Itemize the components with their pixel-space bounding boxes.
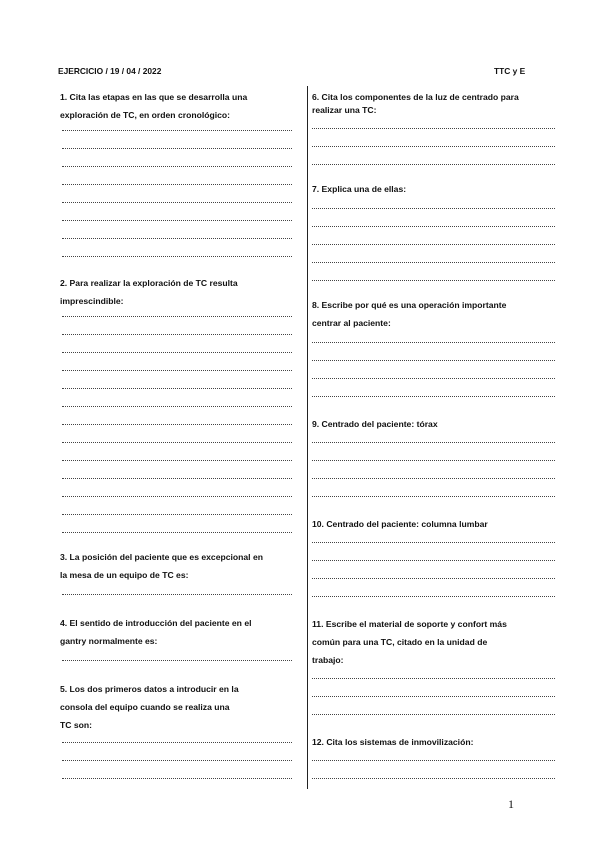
answer-line[interactable] — [312, 126, 555, 129]
answer-line[interactable] — [312, 242, 555, 245]
question-3-line-2: la mesa de un equipo de TC es: — [60, 570, 189, 580]
question-2-line-1: 2. Para realizar la exploración de TC resulta — [60, 278, 238, 288]
answer-line[interactable] — [62, 314, 292, 317]
answer-line[interactable] — [312, 440, 555, 443]
answer-line[interactable] — [312, 540, 555, 543]
question-11-line-1: 11. Escribe el material de soporte y confort más — [312, 619, 507, 629]
question-3 — [60, 548, 306, 584]
answer-line[interactable] — [312, 206, 555, 209]
answer-line[interactable] — [62, 530, 292, 533]
answer-line[interactable] — [62, 476, 292, 479]
answer-line[interactable] — [62, 128, 292, 131]
answer-line[interactable] — [62, 164, 292, 167]
answer-line[interactable] — [62, 458, 292, 461]
answer-line[interactable] — [62, 440, 292, 443]
question-2 — [60, 274, 306, 310]
answer-line[interactable] — [312, 376, 555, 379]
question-8-line-2: centrar al paciente: — [312, 318, 391, 328]
answer-line[interactable] — [312, 162, 555, 165]
answer-line[interactable] — [312, 224, 555, 227]
answer-line[interactable] — [62, 350, 292, 353]
question-7-line-1: 7. Explica una de ellas: — [312, 184, 407, 194]
answer-line[interactable] — [312, 278, 555, 281]
question-10 — [312, 515, 560, 533]
answer-line[interactable] — [62, 332, 292, 335]
answer-line[interactable] — [62, 236, 292, 239]
question-3-line-1: 3. La posición del paciente que es excepcional en — [60, 552, 263, 562]
question-9 — [312, 415, 560, 433]
question-4-line-2: gantry normalmente es: — [60, 636, 158, 646]
question-5-line-2: consola del equipo cuando se realiza una — [60, 702, 230, 712]
answer-line[interactable] — [312, 776, 555, 779]
question-1-line-1: 1. Cita las etapas en las que se desarrolla una — [60, 92, 248, 102]
question-7 — [312, 180, 560, 198]
answer-line[interactable] — [62, 404, 292, 407]
answer-line[interactable] — [62, 776, 292, 779]
answer-line[interactable] — [312, 594, 555, 597]
answer-line[interactable] — [312, 694, 555, 697]
answer-line[interactable] — [62, 592, 292, 595]
question-12 — [312, 733, 560, 751]
question-6-line-2: realizar una TC: — [312, 105, 377, 115]
question-4 — [60, 614, 306, 650]
answer-line[interactable] — [312, 676, 555, 679]
answer-line[interactable] — [312, 576, 555, 579]
answer-line[interactable] — [312, 144, 555, 147]
question-5-line-3: TC son: — [60, 720, 92, 730]
question-11 — [312, 615, 560, 669]
header-left: EJERCICIO / 19 / 04 / 2022 — [58, 66, 162, 76]
answer-line[interactable] — [62, 758, 292, 761]
question-8-line-1: 8. Escribe por qué es una operación importante — [312, 300, 507, 310]
answer-line[interactable] — [312, 494, 555, 497]
answer-line[interactable] — [62, 218, 292, 221]
question-5-line-1: 5. Los dos primeros datos a introducir en la — [60, 684, 239, 694]
question-11-line-2: común para una TC, citado en la unidad de — [312, 637, 488, 647]
question-1 — [60, 88, 306, 124]
question-1-line-2: exploración de TC, en orden cronológico: — [60, 110, 230, 120]
question-6 — [312, 88, 560, 119]
question-4-line-1: 4. El sentido de introducción del paciente en el — [60, 618, 252, 628]
column-divider — [307, 86, 308, 789]
answer-line[interactable] — [62, 368, 292, 371]
question-11-line-3: trabajo: — [312, 655, 344, 665]
question-10-line-1: 10. Centrado del paciente: columna lumbar — [312, 519, 488, 529]
answer-line[interactable] — [62, 512, 292, 515]
answer-line[interactable] — [312, 476, 555, 479]
question-6-line-1: 6. Cita los componentes de la luz de centrado para — [312, 92, 519, 102]
answer-line[interactable] — [312, 758, 555, 761]
answer-line[interactable] — [312, 358, 555, 361]
answer-line[interactable] — [312, 260, 555, 263]
question-5 — [60, 680, 306, 734]
answer-line[interactable] — [62, 494, 292, 497]
answer-line[interactable] — [62, 146, 292, 149]
answer-line[interactable] — [62, 740, 292, 743]
answer-line[interactable] — [62, 386, 292, 389]
answer-line[interactable] — [62, 200, 292, 203]
question-9-line-1: 9. Centrado del paciente: tórax — [312, 419, 438, 429]
header-right: TTC y E — [494, 66, 526, 76]
question-2-line-2: imprescindible: — [60, 296, 124, 306]
page-number: 1 — [508, 797, 514, 811]
answer-line[interactable] — [62, 422, 292, 425]
answer-line[interactable] — [312, 558, 555, 561]
question-12-line-1: 12. Cita los sistemas de inmovilización: — [312, 737, 474, 747]
answer-line[interactable] — [312, 458, 555, 461]
answer-line[interactable] — [62, 254, 292, 257]
answer-line[interactable] — [62, 182, 292, 185]
answer-line[interactable] — [312, 712, 555, 715]
answer-line[interactable] — [312, 394, 555, 397]
question-8 — [312, 296, 560, 332]
answer-line[interactable] — [312, 340, 555, 343]
answer-line[interactable] — [62, 658, 292, 661]
